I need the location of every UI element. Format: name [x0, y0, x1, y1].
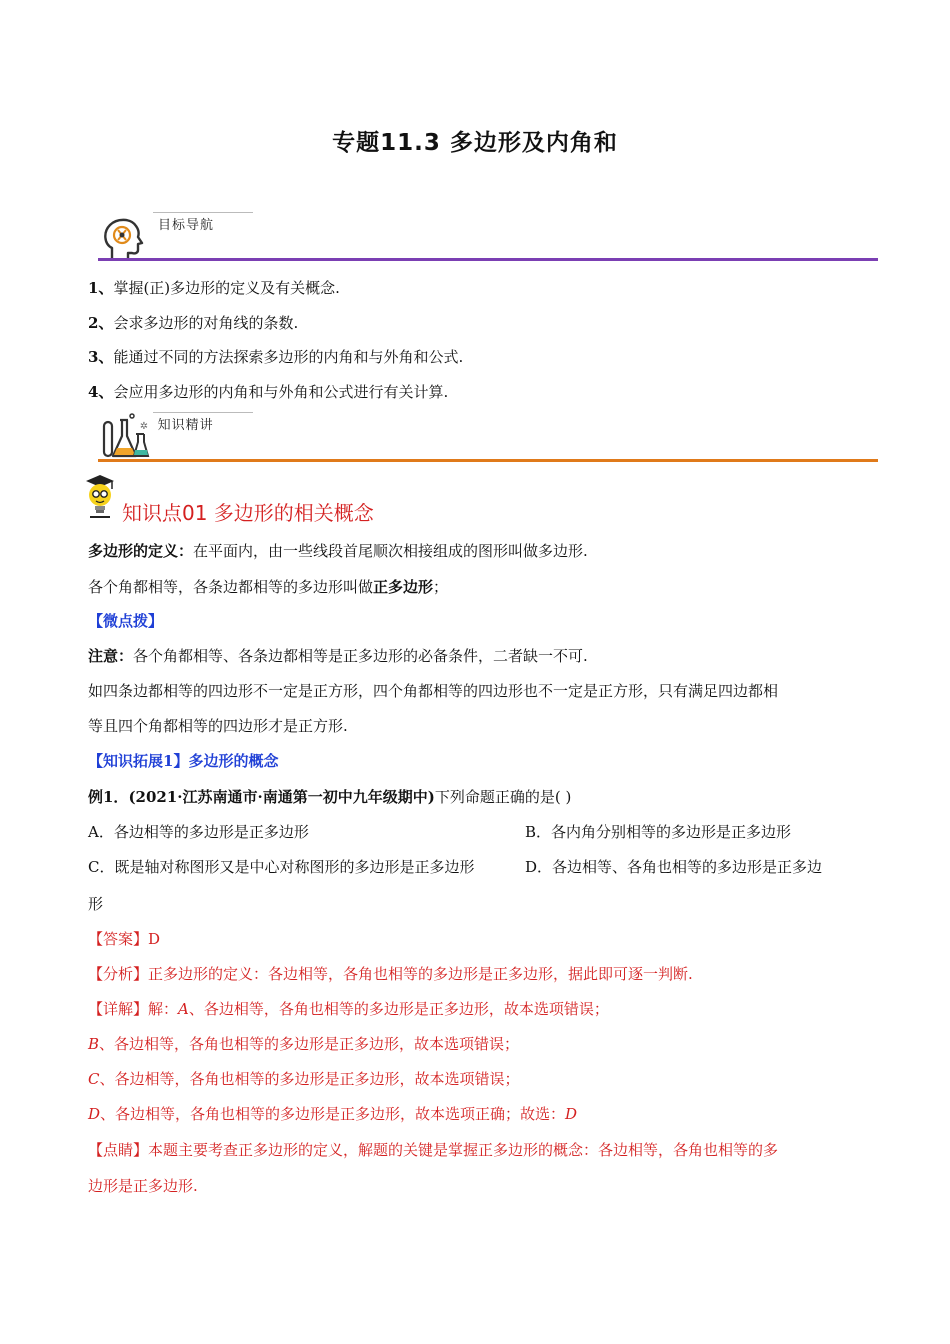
goal-item-3: 3、能通过不同的方法探索多边形的内角和与外角和公式. — [88, 348, 464, 366]
goal-item-2: 2、会求多边形的对角线的条数. — [88, 314, 299, 332]
example-question: 例1．(2021·江苏南通市·南通第一初中九年级期中)下列命题正确的是( ) — [88, 788, 572, 806]
lightbulb-graduate-icon — [84, 473, 118, 519]
detail-line-d: D、各边相等，各角也相等的多边形是正多边形，故本选项正确；故选：D — [88, 1105, 578, 1123]
section-rule-knowledge — [98, 459, 878, 462]
head-brain-icon — [98, 212, 150, 264]
section-header-knowledge — [98, 412, 878, 468]
note-detail-line-1: 如四条边都相等的四边形不一定是正方形，四个角都相等的四边形也不一定是正方形，只有满足四边都相 — [88, 682, 779, 700]
extension-heading: 【知识拓展1】多边形的概念 — [88, 752, 279, 770]
option-c: C．既是轴对称图形又是中心对称图形的多边形是正多边形 — [88, 858, 475, 876]
section-header-goals — [98, 212, 878, 268]
regular-polygon-definition: 各个角都相等，各条边都相等的多边形叫做正多边形； — [88, 578, 449, 596]
comment-line-2: 边形是正多边形. — [88, 1177, 198, 1195]
option-d: D．各边相等、各角也相等的多边形是正多边 — [525, 858, 823, 876]
section-label-knowledge: ✲ 知识精讲 — [140, 418, 214, 433]
page-title: 专题11.3 多边形及内角和 — [332, 130, 618, 156]
definition-line: 多边形的定义：在平面内，由一些线段首尾顺次相接组成的图形叫做多边形. — [88, 542, 588, 560]
option-d-continued: 形 — [88, 895, 104, 913]
option-a: A．各边相等的多边形是正多边形 — [88, 823, 309, 841]
note-detail-line-2: 等且四个角都相等的四边形才是正方形. — [88, 717, 348, 735]
note-line: 注意：各个角都相等、各条边都相等是正多边形的必备条件，二者缺一不可. — [88, 647, 588, 665]
section-label-goals: 目标导航 — [158, 218, 215, 233]
knowledge-point-title: 知识点01 多边形的相关概念 — [122, 501, 374, 525]
analysis-line: 【分析】正多边形的定义：各边相等，各角也相等的多边形是正多边形，据此即可逐一判断. — [88, 965, 693, 983]
knowledge-point-heading — [84, 473, 584, 525]
tip-heading: 【微点拨】 — [88, 612, 164, 630]
section-rule-goals — [98, 258, 878, 261]
goal-item-1: 1、掌握(正)多边形的定义及有关概念. — [88, 279, 340, 297]
detail-line-c: C、各边相等，各角也相等的多边形是正多边形，故本选项错误； — [88, 1070, 520, 1088]
detail-line-b: B、各边相等，各角也相等的多边形是正多边形，故本选项错误； — [88, 1035, 520, 1053]
option-b: B．各内角分别相等的多边形是正多边形 — [525, 823, 792, 841]
detail-line-a: 【详解】解：A、各边相等，各角也相等的多边形是正多边形，故本选项错误； — [88, 1000, 609, 1018]
comment-line-1: 【点睛】本题主要考查正多边形的定义，解题的关键是掌握正多边形的概念：各边相等，各角也相等的多 — [88, 1141, 779, 1159]
goal-item-4: 4、会应用多边形的内角和与外角和公式进行有关计算. — [88, 383, 449, 401]
answer-line: 【答案】D — [88, 930, 161, 948]
